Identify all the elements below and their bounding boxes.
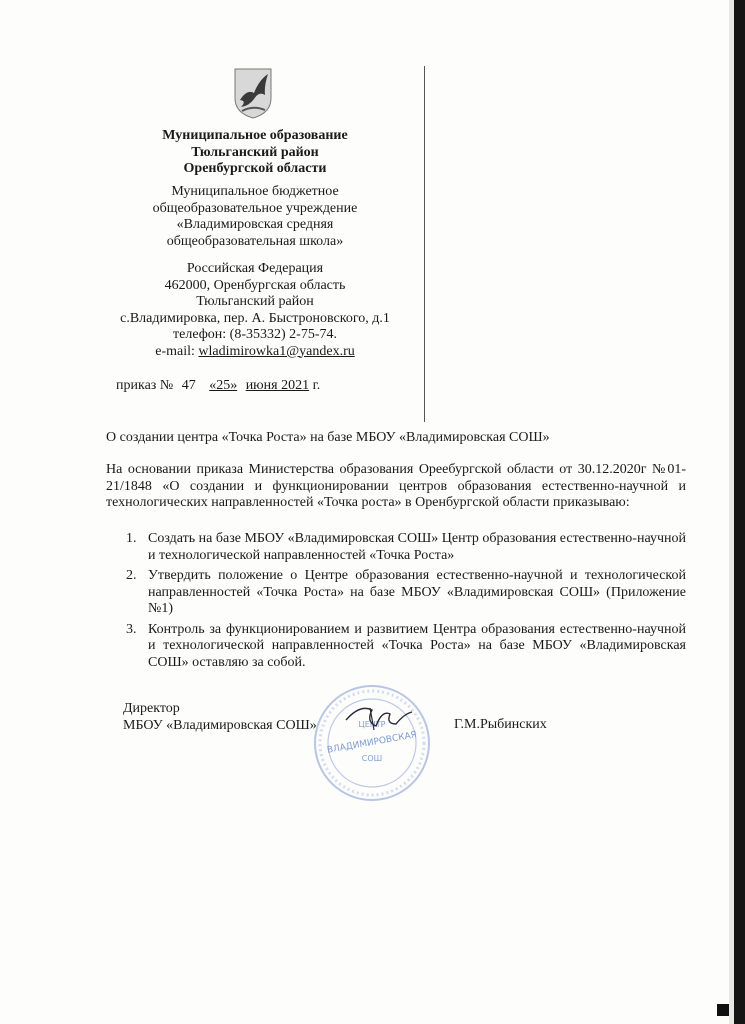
order-month-year: июня 2021 [245,378,310,393]
address-line: Тюльганский район [196,294,314,309]
institution-line: общеобразовательное учреждение [152,200,358,216]
address-line: с.Владимировка, пер. А. Быстроновского, д.1 [120,310,390,326]
item-text: Контроль за функционированием и развитием Центра образования естественно-научной и технологической направленностей «Точка Роста» на базе МБОУ «Владимировская СОШ» оставляю за собой. [148,621,686,670]
list-item [106,531,686,564]
item-number: 2. [126,568,137,583]
order-items [106,531,686,675]
municipal-line: Оренбургской области [183,161,327,176]
email-link[interactable]: wladimirowka1@yandex.ru [198,343,355,359]
item-number: 1. [126,531,137,546]
stamp-text: ЦЕНТР [358,720,386,729]
order-number: 47 [181,378,196,393]
handwritten-signature [342,700,414,734]
institution-name [100,184,410,250]
email-line [100,344,410,361]
scan-dark-edge [734,0,745,1024]
institution-line: Муниципальное бюджетное [171,184,339,199]
stamp-text: СОШ [361,754,383,763]
item-number: 3. [126,621,137,637]
order-subject: О создании центра «Точка Роста» на базе МБОУ «Владимировская СОШ» [106,430,550,445]
email-label: e-mail: [155,343,195,359]
institution-line: «Владимировская средняя [176,217,334,232]
institution-line: общеобразовательная школа» [166,233,344,249]
address-line: телефон: (8-35332) 2-75-74. [173,327,337,342]
municipal-line: Тюльганский район [191,144,319,160]
signature-name: Г.М.Рыбинских [454,717,547,732]
list-item [106,622,686,672]
order-line [116,378,320,394]
municipal-header [100,128,410,178]
municipal-line: Муниципальное образование [162,128,348,143]
signature-title-line: Директор [123,701,180,716]
order-prefix: приказ № [116,378,174,393]
signature-title-line: МБОУ «Владимировская СОШ» [123,718,317,733]
coat-of-arms-icon [232,66,274,120]
order-day: «25» [209,378,238,393]
address-block [100,261,410,360]
scan-corner-mark [717,1004,729,1016]
item-text: Создать на базе МБОУ «Владимировская СОШ» Центр образования естественно-научной и технологической направленностей «Точка Роста» [148,531,686,563]
signature-title [123,700,317,734]
order-basis: На основании приказа Министерства образования Ореебургской области от 30.12.2020г №01-21/1848 «О создании и функционировании центров образования естественно-научной и технологических направленностей «Точка роста» в Оренбургской области приказываю: [106,462,686,510]
item-text: Утвердить положение о Центре образования естественно-научной и технологической направленностей «Точка Роста» на базе МБОУ «Владимировская СОШ» (Приложение №1) [148,568,686,616]
list-item [106,568,686,618]
stamp-text: ВЛАДИМИРОВСКАЯ [326,730,418,756]
address-line: Российская Федерация [186,261,324,276]
address-line: 462000, Оренбургская область [164,277,346,293]
header-divider [424,66,425,422]
order-suffix: г. [312,378,321,393]
